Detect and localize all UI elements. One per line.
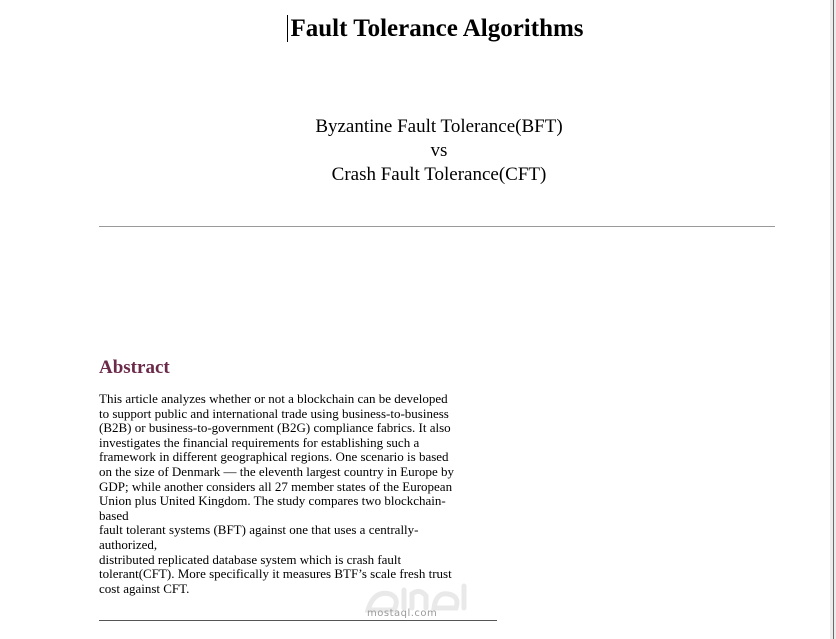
- abstract-line: tolerant(CFT). More specifically it measures BTF’s scale fresh trust: [99, 566, 452, 582]
- subtitle-line-3[interactable]: Crash Fault Tolerance(CFT): [331, 164, 547, 185]
- abstract-line: GDP; while another considers all 27 member states of the European: [99, 478, 453, 494]
- abstract-line: on the size of Denmark — the eleventh largest country in Europe by: [99, 463, 454, 479]
- subtitle-line-2[interactable]: vs: [430, 140, 448, 161]
- abstract-line: This article analyzes whether or not a blockchain can be developed: [99, 391, 448, 406]
- abstract-line: framework in different geographical regions. One scenario is based: [99, 449, 449, 465]
- abstract-line: cost against CFT.: [99, 580, 190, 596]
- abstract-line: (B2B) or business-to-government (B2G) compliance fabrics. It also: [99, 420, 451, 436]
- horizontal-rule: [99, 226, 775, 227]
- abstract-line: distributed replicated database system which is crash fault: [99, 551, 402, 567]
- watermark-text: mostaql.com: [367, 608, 438, 619]
- subtitle-line-1[interactable]: Byzantine Fault Tolerance(BFT): [315, 116, 563, 137]
- abstract-line: fault tolerant systems (BFT) against one that uses a centrally-: [99, 522, 419, 538]
- scrollbar-thumb[interactable]: [833, 0, 834, 639]
- watermark-logo: [364, 580, 474, 626]
- abstract-line: Union plus United Kingdom. The study compares two blockchain-: [99, 493, 446, 509]
- abstract-heading[interactable]: Abstract: [99, 357, 170, 378]
- abstract-body[interactable]: [99, 392, 485, 596]
- abstract-line: based: [99, 507, 129, 523]
- abstract-line: authorized,: [99, 536, 158, 552]
- abstract-line: to support public and international trade using business-to-business: [99, 405, 449, 421]
- abstract-line: investigates the financial requirements for establishing such a: [99, 434, 420, 450]
- document-title[interactable]: Fault Tolerance Algorithms: [290, 15, 584, 42]
